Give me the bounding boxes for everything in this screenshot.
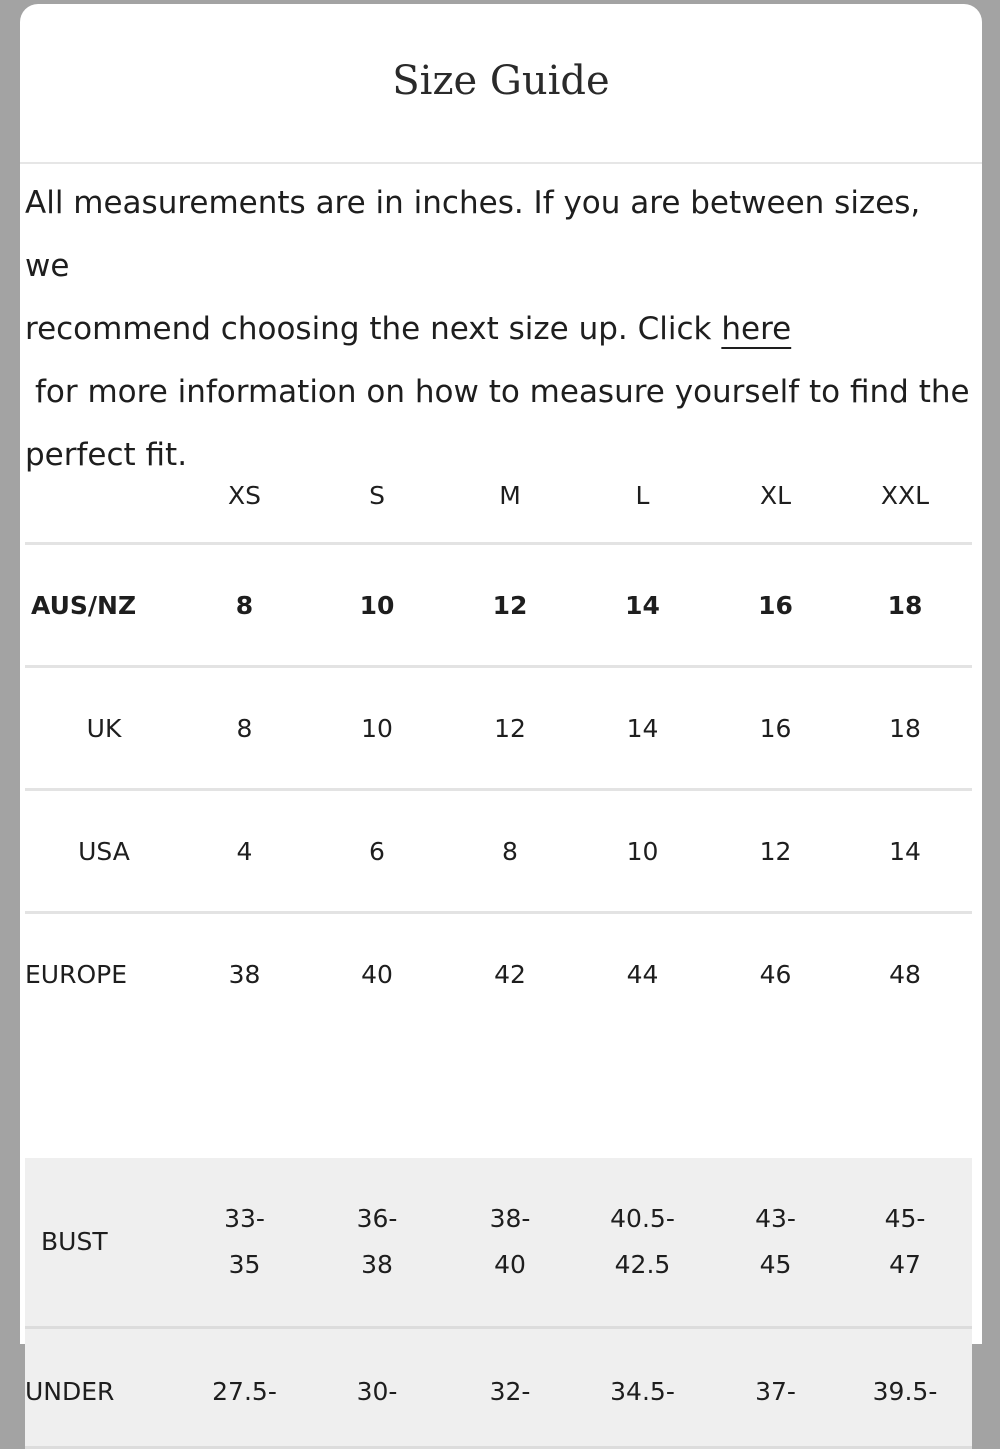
table-row-aus-nz [25,545,972,668]
table-spacer [25,1034,972,1158]
modal-header [20,4,982,164]
table-cell: 4 [236,836,253,866]
table-cell: 32- [489,1377,531,1406]
table-cell: 14 [626,713,659,743]
table-cell: 10 [359,590,395,620]
table-cell: 45- 47 [884,1204,926,1279]
header-cell-xl: XL [759,481,792,510]
table-cell: 10 [626,836,659,866]
table-cell: 14 [625,590,660,620]
table-cell: 48 [889,959,921,989]
intro-line-4: perfect fit. [25,437,188,473]
table-cell: 40.5- 42.5 [610,1204,675,1279]
row-label: UK [86,713,122,743]
table-cell: 39.5- [872,1377,938,1406]
table-cell: 8 [502,836,518,866]
table-cell: 18 [887,590,923,620]
size-table [25,449,972,1449]
table-cell: 27.5- [212,1377,277,1406]
row-label: USA [78,836,130,866]
table-cell: 44 [626,959,659,989]
table-cell: 34.5- [610,1377,675,1406]
table-cell: 30- [356,1377,398,1406]
header-cell-xxl: XXL [880,481,930,510]
table-cell: 12 [494,713,526,743]
table-cell: 36- 38 [356,1204,398,1279]
table-cell: 46 [759,959,792,989]
table-cell: 43- 45 [755,1204,796,1279]
table-row-under [25,1329,972,1449]
header-cell-l: L [635,481,650,510]
intro-line-1: All measurements are in inches. If you are between sizes, we [25,185,921,284]
table-cell: 8 [235,590,254,620]
intro-line-2 [25,298,970,361]
size-guide-modal [20,4,982,1406]
intro-line-3: for more information on how to measure yourself to find the [35,374,970,410]
table-row-europe [25,914,972,1034]
row-label: BUST [41,1227,108,1256]
table-cell: 6 [369,836,385,866]
table-cell: 37- [755,1377,796,1406]
row-label: AUS/NZ [31,590,137,620]
table-cell: 12 [492,590,528,620]
table-row-bust [25,1158,972,1329]
intro-line-2-text: recommend choosing the next size up. Click [25,311,722,347]
table-cell: 38- 40 [489,1204,531,1279]
table-cell: 38 [228,959,261,989]
table-cell: 10 [361,713,393,743]
modal-title: Size Guide [392,58,610,104]
header-cell-s: S [369,481,385,510]
header-cell-xs: XS [228,481,261,510]
table-cell: 40 [361,959,393,989]
intro-text [25,172,970,487]
table-header-row [25,449,972,545]
table-cell: 33- 35 [224,1204,265,1279]
table-cell: 12 [759,836,792,866]
table-cell: 8 [236,713,253,743]
table-cell: 18 [889,713,921,743]
header-cell-m: M [499,481,521,510]
measure-guide-link[interactable]: here [721,311,792,347]
table-cell: 16 [758,590,793,620]
table-row-usa [25,791,972,914]
table-row-uk [25,668,972,791]
table-cell: 42 [494,959,526,989]
table-cell: 14 [889,836,921,866]
row-label: UNDER [25,1377,115,1406]
row-label: EUROPE [25,959,128,989]
table-cell: 16 [759,713,792,743]
